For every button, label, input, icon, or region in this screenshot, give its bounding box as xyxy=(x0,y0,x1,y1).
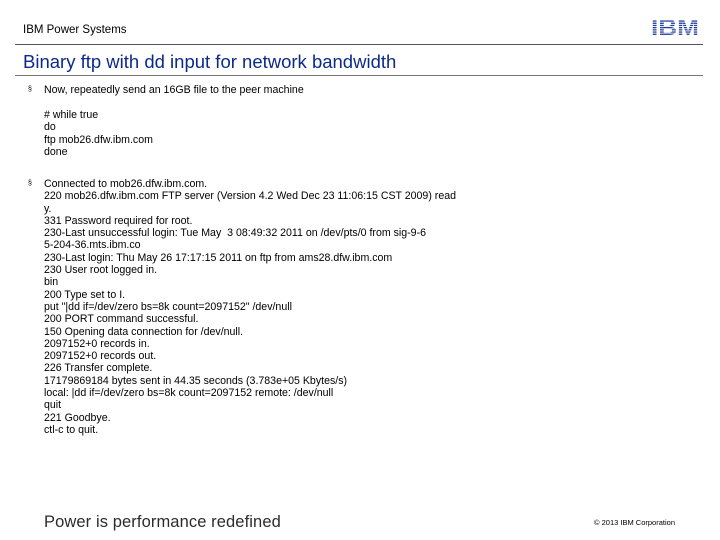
title-divider xyxy=(15,75,703,76)
output-line: 226 Transfer complete. xyxy=(44,362,153,375)
output-line: 5-204-36.mts.ibm.co xyxy=(44,239,141,252)
output-line: y. xyxy=(44,202,52,215)
ftp-session-output xyxy=(44,178,564,436)
output-line: 331 Password required for root. xyxy=(44,214,193,227)
page-title: Binary ftp with dd input for network bandwidth xyxy=(23,51,397,72)
output-line: 221 Goodbye. xyxy=(44,411,111,424)
script-line: # while true xyxy=(44,109,99,121)
output-line: 2097152+0 records in. xyxy=(44,337,150,350)
output-line: 17179869184 bytes sent in 44.35 seconds (3.783e+05 Kbytes/s) xyxy=(44,374,348,387)
bullet-text: Now, repeatedly send an 16GB file to the peer machine xyxy=(44,84,304,96)
output-line: 230-Last login: Thu May 26 17:17:15 2011 on ftp from ams28.dfw.ibm.com xyxy=(44,251,393,264)
script-block xyxy=(44,109,564,158)
output-line: 220 mob26.dfw.ibm.com FTP server (Version 4.2 Wed Dec 23 11:06:15 CST 2009) read xyxy=(44,190,456,203)
bullet-marker: § xyxy=(28,180,32,187)
output-line: 200 PORT command successful. xyxy=(44,313,199,326)
header-title: IBM Power Systems xyxy=(23,24,127,36)
bullet-marker: § xyxy=(28,86,32,93)
script-line: done xyxy=(44,145,68,158)
output-line: 2097152+0 records out. xyxy=(44,350,157,363)
output-line: 200 Type set to I. xyxy=(44,288,126,301)
output-line: 230-Last unsuccessful login: Tue May 3 08:49:32 2011 on /dev/pts/0 from sig-9-6 xyxy=(44,227,426,240)
output-line: 150 Opening data connection for /dev/null. xyxy=(44,325,244,338)
footer-copyright: © 2013 IBM Corporation xyxy=(594,518,675,527)
header-divider xyxy=(15,44,703,45)
script-line: ftp mob26.dfw.ibm.com xyxy=(44,133,153,146)
footer-tagline: Power is performance redefined xyxy=(44,513,281,531)
output-line: 230 User root logged in. xyxy=(44,264,158,277)
ibm-logo-text: IBM xyxy=(651,16,699,38)
output-line: local: |dd if=/dev/zero bs=8k count=2097152 remote: /dev/null xyxy=(44,387,334,400)
output-line: Connected to mob26.dfw.ibm.com. xyxy=(44,178,208,190)
script-line: do xyxy=(44,121,56,134)
output-line: quit xyxy=(44,399,62,412)
output-line: put "|dd if=/dev/zero bs=8k count=2097152" /dev/null xyxy=(44,300,292,313)
output-line: ctl-c to quit. xyxy=(44,423,99,436)
output-line: bin xyxy=(44,276,59,289)
ibm-logo xyxy=(651,16,699,38)
